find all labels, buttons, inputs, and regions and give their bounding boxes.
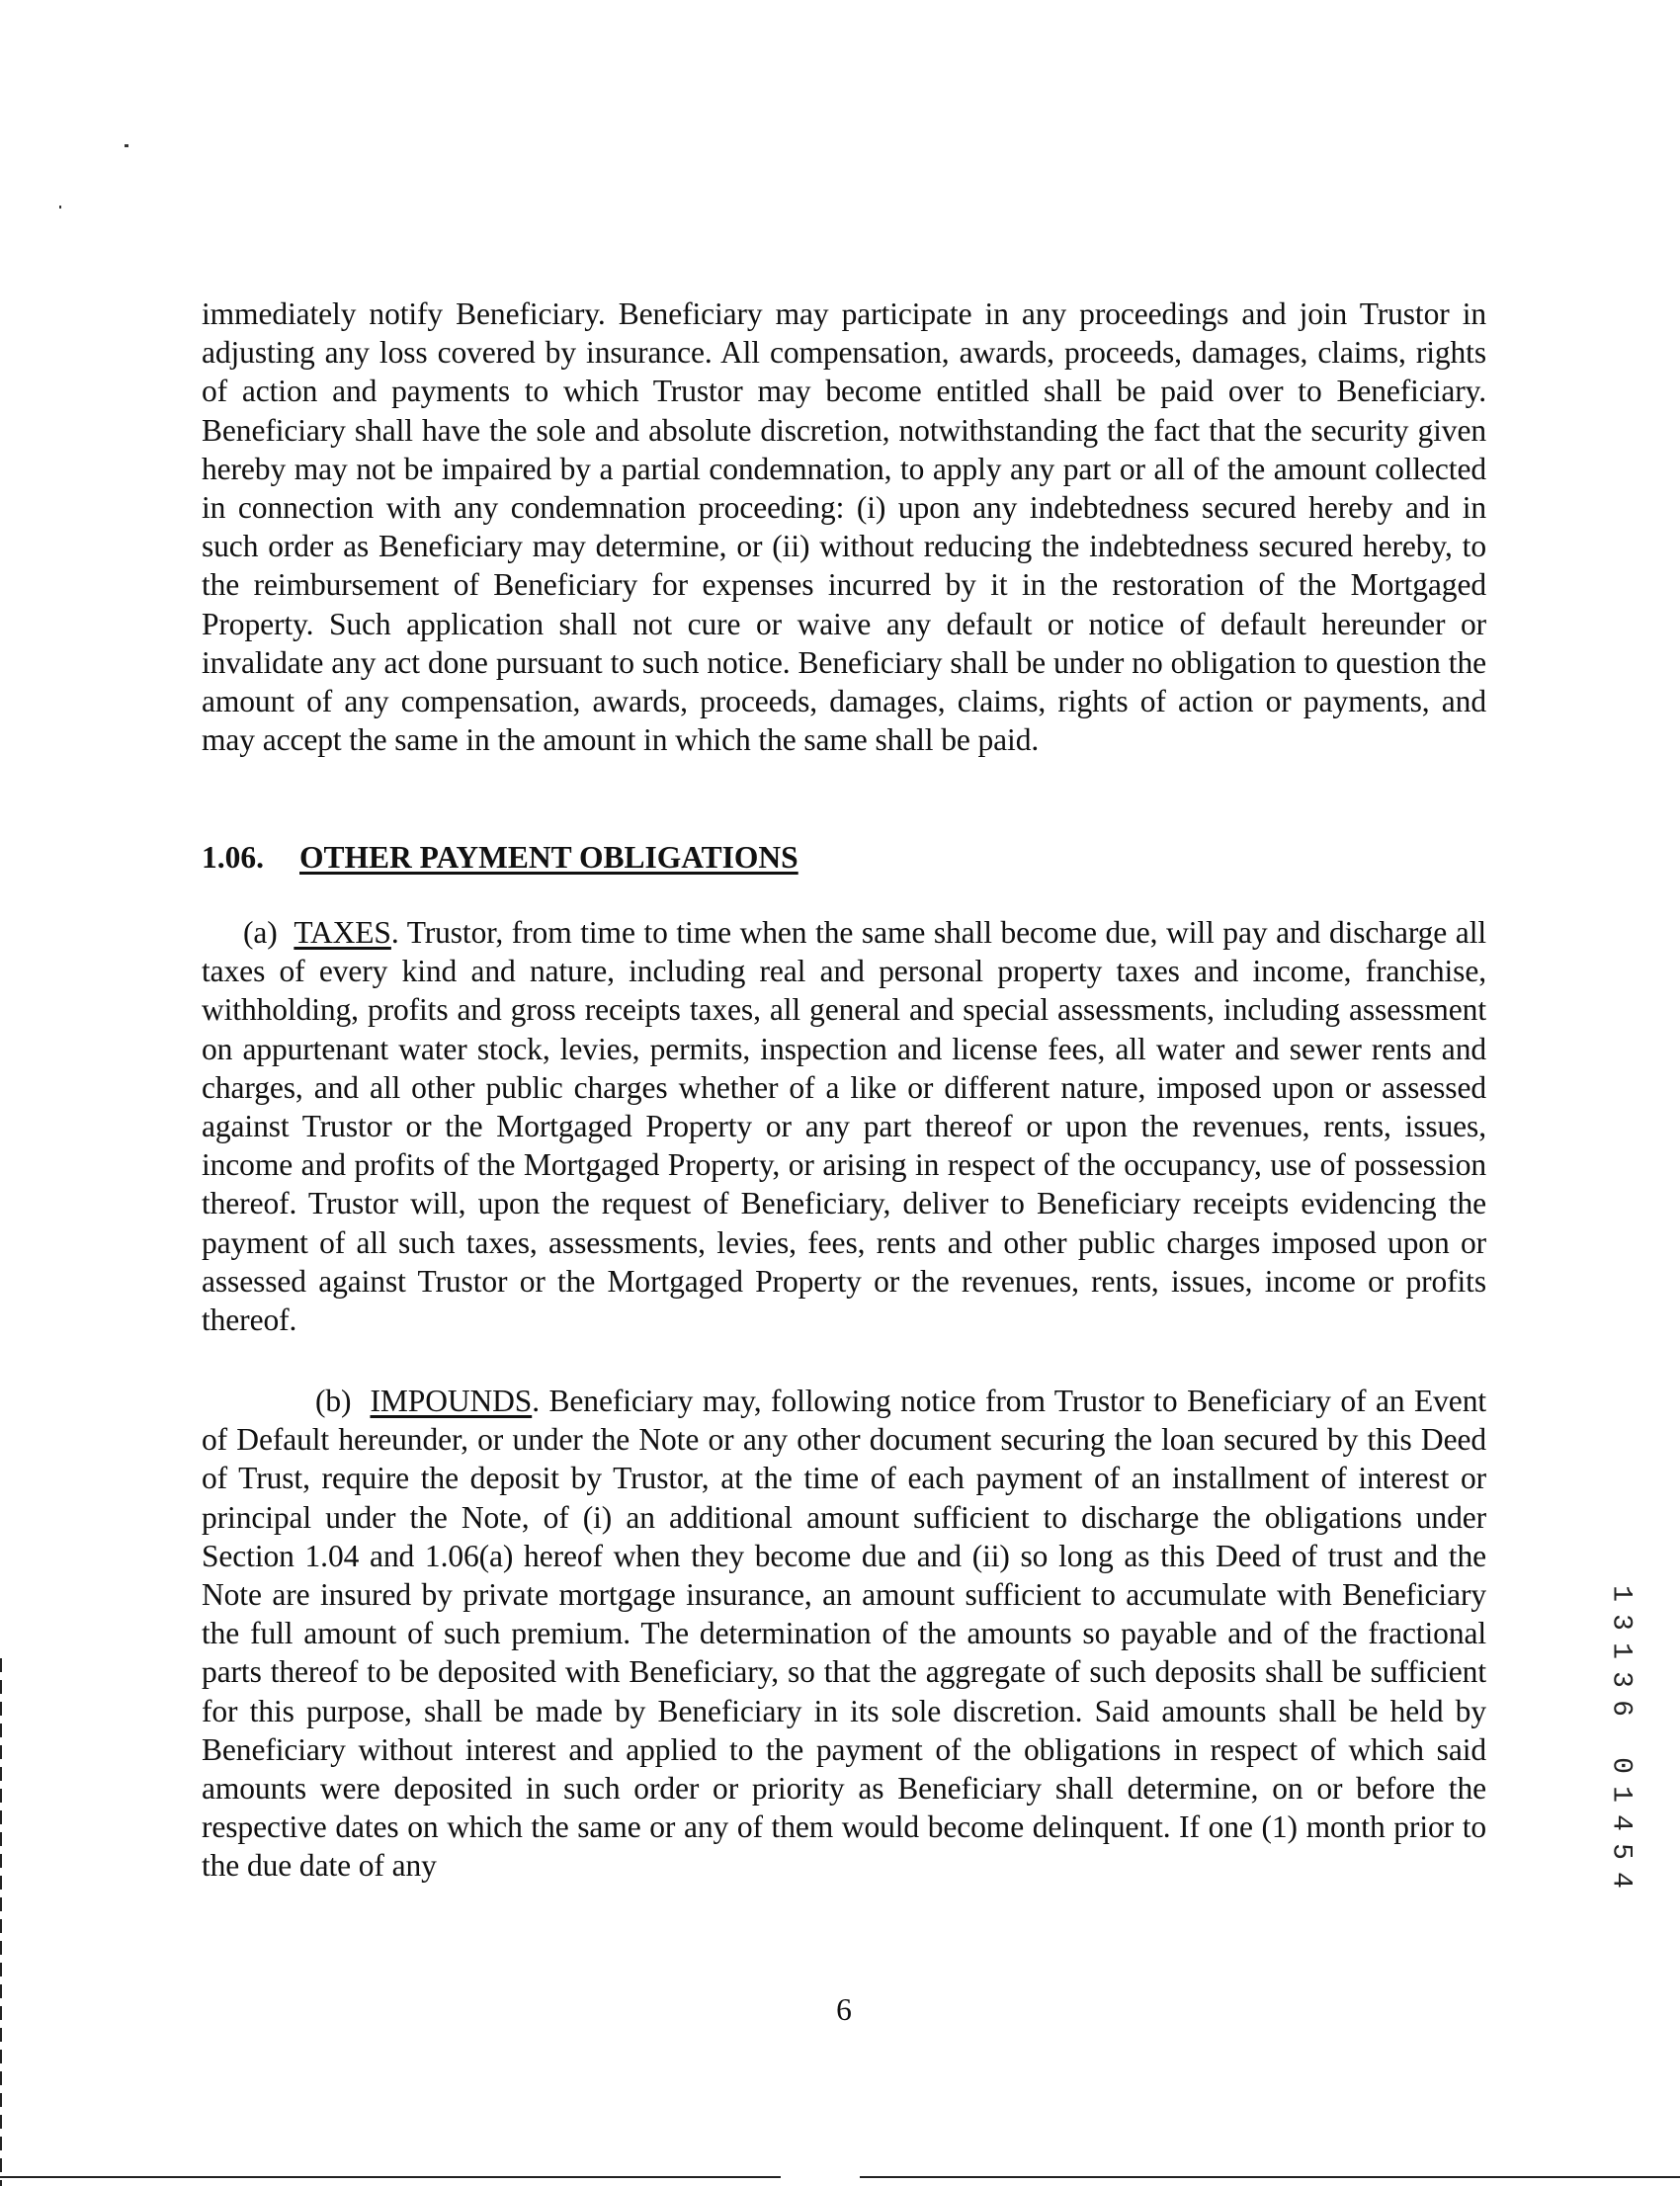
stamp-digit: 1 xyxy=(1605,1585,1637,1602)
stamp-digit: 5 xyxy=(1605,1843,1637,1860)
section-heading-1-06 xyxy=(202,838,798,877)
paragraph-taxes xyxy=(202,913,1486,1339)
page-number: 6 xyxy=(836,1992,852,2027)
scan-edge-left xyxy=(0,1658,2,2186)
subsection-label: (a) xyxy=(243,915,278,950)
paragraph-text xyxy=(202,913,1486,1339)
scan-speck xyxy=(125,144,128,147)
stamp-digit: 3 xyxy=(1605,1671,1637,1688)
stamp-digit: 0 xyxy=(1605,1757,1637,1774)
section-number: 1.06. xyxy=(202,840,264,875)
paragraph-condemnation-proceeds xyxy=(202,294,1486,759)
subsection-title-taxes: TAXES xyxy=(294,915,391,950)
stamp-digit: 3 xyxy=(1605,1614,1637,1631)
section-title: OTHER PAYMENT OBLIGATIONS xyxy=(299,840,798,875)
paragraph-text: immediately notify Beneficiary. Beneficiary may participate in any proceedings and join Trustor in adjusting any loss covered by insurance. All compensation, awards, proceeds, damages, claims, rights of action and payments to which Trustor may become entitled shall be paid over to Beneficiary. Beneficiary shall have the sole and absolute discretion, notwithstanding the fact that the security given hereby may not be impaired by a partial condemnation, to apply any part or all of the amount collected in connection with any condemnation proceeding: (i) upon any indebtedness secured hereby and in such order as Beneficiary may determine, or (ii) without reducing the indebtedness secured hereby, to the reimbursement of Beneficiary for expenses incurred by it in the restoration of the Mortgaged Property. Such application shall not cure or waive any default or notice of default hereunder or invalidate any act done pursuant to such notice. Beneficiary shall be under no obligation to question the amount of any compensation, awards, proceeds, damages, claims, rights of action or payments, and may accept the same in the amount in which the same shall be paid. xyxy=(202,296,1486,758)
scan-edge-bottom xyxy=(0,2176,1680,2178)
stamp-digit: 4 xyxy=(1605,1872,1637,1889)
stamp-digit: 4 xyxy=(1605,1814,1637,1831)
stamp-digit: 1 xyxy=(1605,1786,1637,1803)
stamp-digit: 6 xyxy=(1605,1700,1637,1717)
subsection-title-impounds: IMPOUNDS xyxy=(370,1384,533,1418)
recording-stamp xyxy=(1601,1579,1640,1894)
stamp-digit: 1 xyxy=(1605,1642,1637,1659)
paragraph-text xyxy=(202,1382,1486,1886)
paragraph-impounds xyxy=(202,1382,1486,1886)
subsection-body: . Beneficiary may, following notice from Trustor to Beneficiary of an Event of Default hereunder, or under the Note or any other document securing the loan secured by this Deed of Trust, require the deposit by Trustor, at the time of each payment of an installment of interest or principal under the Note, of (i) an additional amount sufficient to discharge the obligations under Section 1.04 and 1.06(a) hereof when they become due and (ii) so long as this Deed of trust and the Note are insured by private mortgage insurance, an amount sufficient to accumulate with Beneficiary the full amount of such premium. The determination of the amounts so payable and of the fractional parts thereof to be deposited with Beneficiary, so that the aggregate of such deposits shall be sufficient for this purpose, shall be made by Beneficiary in its sole discretion. Said amounts shall be held by Beneficiary without interest and applied to the payment of the obligations in respect of which said amounts were deposited in such order or priority as Beneficiary shall determine, on or before the respective dates on which the same or any of them would become delinquent. If one (1) month prior to the due date of any xyxy=(202,1384,1486,1884)
scan-speck xyxy=(59,206,61,209)
subsection-body: . Trustor, from time to time when the same shall become due, will pay and discharge all taxes of every kind and nature, including real and personal property taxes and income, franchise, withholding, profits and gross receipts taxes, all general and special assessments, including assessment on appurtenant water stock, levies, permits, inspection and license fees, all water and sewer rents and charges, and all other public charges whether of a like or different nature, imposed upon or assessed against Trustor or the Mortgaged Property or any part thereof or upon the revenues, rents, issues, income and profits of the Mortgaged Property, or arising in respect of the occupancy, use of possession thereof. Trustor will, upon the request of Beneficiary, deliver to Beneficiary receipts evidencing the payment of all such taxes, assessments, levies, fees, rents and other public charges imposed upon or assessed against Trustor or the Mortgaged Property or the revenues, rents, issues, income or profits thereof. xyxy=(202,915,1486,1338)
subsection-label: (b) xyxy=(315,1384,352,1418)
